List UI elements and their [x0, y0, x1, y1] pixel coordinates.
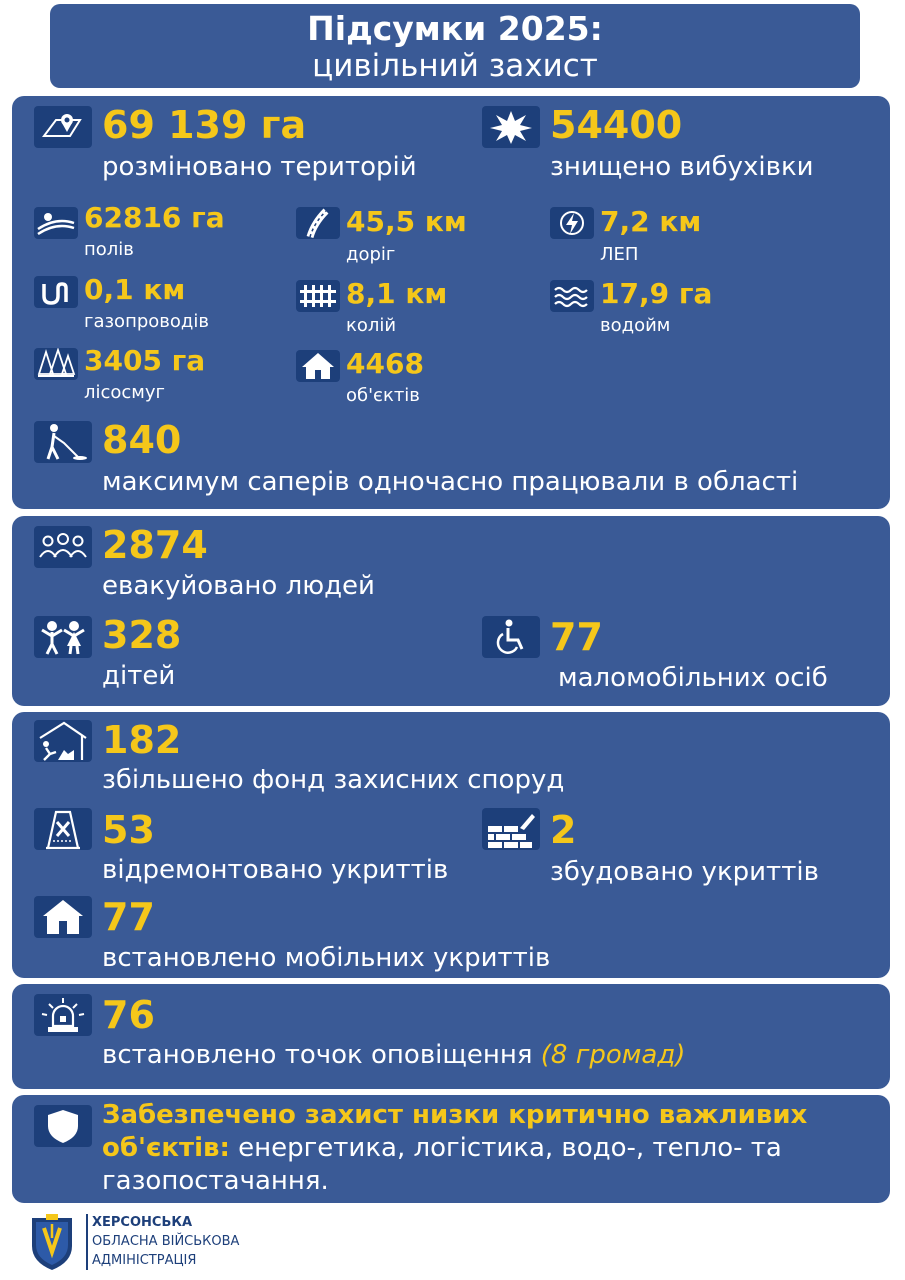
railway-icon [296, 280, 340, 312]
field-icon [34, 207, 78, 239]
children-label: дітей [102, 661, 176, 691]
org-name-line-3: АДМІНІСТРАЦІЯ [92, 1253, 197, 1268]
power-lines-value: 7,2 км [600, 205, 702, 238]
protection-line-3: газопостачання. [102, 1166, 329, 1196]
protection-text [102, 1099, 807, 1198]
low-mobility-value: 77 [550, 615, 603, 659]
children-value: 328 [102, 613, 182, 657]
repair-tools-icon [34, 808, 92, 850]
alert-communities-note: (8 громад) [540, 1040, 686, 1070]
built-shelters-label: збудовано укриттів [550, 857, 819, 887]
mobile-shelter-icon [34, 896, 92, 938]
protection-line-1: Забезпечено захист низки критично важливих [102, 1100, 808, 1130]
demining-panel [12, 96, 890, 509]
wheelchair-icon [482, 616, 540, 658]
demined-area-value: 69 139 га [102, 103, 307, 147]
shield-icon [34, 1105, 92, 1147]
water-bodies-label: водойм [600, 315, 671, 336]
explosives-value: 54400 [550, 103, 683, 147]
org-name [92, 1213, 239, 1270]
repaired-shelters-value: 53 [102, 808, 155, 852]
shelters-panel [12, 712, 890, 978]
repaired-shelters-label: відремонтовано укриттів [102, 855, 449, 885]
fields-label: полів [84, 239, 134, 260]
forest-belts-label: лісосмуг [84, 382, 165, 403]
footer-divider [86, 1214, 88, 1270]
protection-objects-word: об'єктів: [102, 1133, 230, 1163]
children-icon [34, 616, 92, 658]
page-title: Підсумки 2025: [307, 9, 603, 48]
road-icon [296, 207, 340, 239]
evacuated-people-label: евакуйовано людей [102, 571, 375, 601]
objects-label: об'єктів [346, 385, 420, 406]
coat-of-arms-logo [26, 1212, 78, 1272]
shelter-fund-icon [34, 720, 92, 762]
protection-panel [12, 1095, 890, 1203]
siren-icon [34, 994, 92, 1036]
power-line-icon [550, 207, 594, 239]
fields-value: 62816 га [84, 201, 225, 234]
sappers-label: максимум саперів одночасно працювали в області [102, 467, 799, 497]
map-pin-icon [34, 106, 92, 148]
explosion-icon [482, 106, 540, 148]
forest-icon [34, 348, 78, 380]
house-icon [296, 350, 340, 382]
evacuated-people-value: 2874 [102, 523, 208, 567]
alert-points-value: 76 [102, 993, 155, 1037]
shelter-fund-label: збільшено фонд захисних споруд [102, 765, 565, 795]
people-group-icon [34, 526, 92, 568]
water-icon [550, 280, 594, 312]
org-name-line-2: ОБЛАСНА ВІЙСЬКОВА [92, 1234, 240, 1249]
title-banner [50, 4, 860, 88]
water-bodies-value: 17,9 га [600, 277, 713, 310]
brick-wall-icon [482, 808, 540, 850]
shelter-fund-value: 182 [102, 718, 182, 762]
roads-label: доріг [346, 244, 396, 265]
railways-value: 8,1 км [346, 277, 448, 310]
objects-value: 4468 [346, 347, 424, 380]
alert-points-label [102, 1040, 685, 1070]
gas-pipelines-value: 0,1 км [84, 273, 186, 306]
built-shelters-value: 2 [550, 808, 577, 852]
protection-sectors: енергетика, логістика, водо-, тепло- та [229, 1133, 782, 1163]
alerts-panel [12, 984, 890, 1089]
protection-line-2 [102, 1132, 807, 1165]
mobile-shelters-label: встановлено мобільних укриттів [102, 943, 551, 973]
evacuation-panel [12, 516, 890, 706]
forest-belts-value: 3405 га [84, 344, 206, 377]
roads-value: 45,5 км [346, 205, 467, 238]
mobile-shelters-value: 77 [102, 895, 155, 939]
pipeline-icon [34, 276, 78, 308]
sapper-icon [34, 421, 92, 463]
page-subtitle: цивільний захист [312, 48, 598, 84]
demined-area-label: розміновано територій [102, 152, 417, 182]
railways-label: колій [346, 315, 397, 336]
sappers-value: 840 [102, 418, 182, 462]
alert-points-text: встановлено точок оповіщення [102, 1040, 533, 1070]
org-name-line-1: ХЕРСОНСЬКА [92, 1215, 193, 1230]
gas-pipelines-label: газопроводів [84, 311, 209, 332]
explosives-label: знищено вибухівки [550, 152, 814, 182]
low-mobility-label: маломобільних осіб [558, 663, 828, 693]
power-lines-label: ЛЕП [600, 244, 639, 265]
